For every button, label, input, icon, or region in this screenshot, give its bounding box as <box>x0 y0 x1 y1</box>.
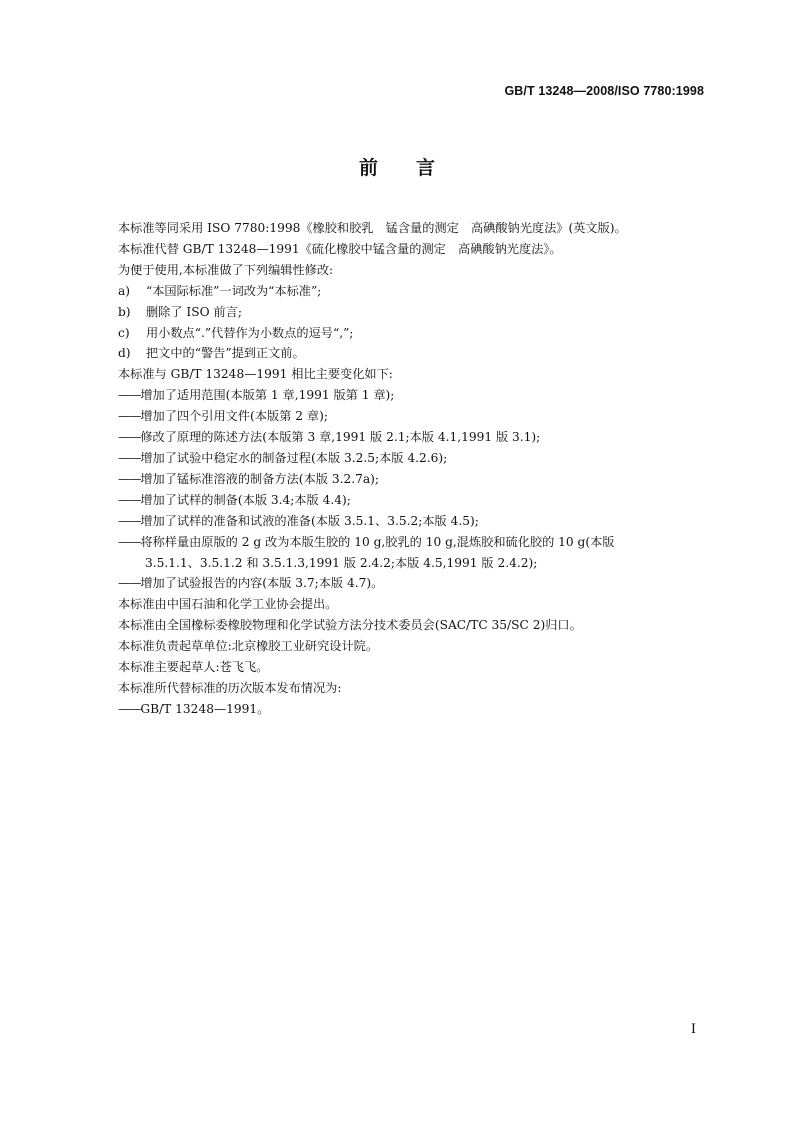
change-item-continuation: 3.5.1.1、3.5.1.2 和 3.5.1.3,1991 版 2.4.2;本版 4.5,1991 版 2.4.2); <box>145 555 538 570</box>
change-item: ——将称样量由原版的 2 g 改为本版生胶的 10 g,胶乳的 10 g,混炼胶和硫化胶的 10 g(本版 <box>118 534 615 549</box>
list-item: b) 删除了 ISO 前言; <box>118 302 708 323</box>
paragraph: 本标准与 GB/T 13248—1991 相比主要变化如下: <box>118 367 393 382</box>
list-label: d) <box>118 346 131 361</box>
paragraph: 本标准主要起草人:苍飞飞。 <box>118 660 269 675</box>
change-item: ——增加了试样的准备和试液的准备(本版 3.5.1、3.5.2;本版 4.5); <box>118 513 479 528</box>
change-item: ——增加了试验中稳定水的制备过程(本版 3.2.5;本版 4.2.6); <box>118 450 448 465</box>
standard-code: GB/T 13248—2008/ISO 7780:1998 <box>504 84 704 98</box>
foreword-body <box>118 218 708 720</box>
page-title: 前 言 <box>358 157 435 179</box>
paragraph: 本标准负责起草单位:北京橡胶工业研究设计院。 <box>118 639 379 654</box>
list-label: a) <box>118 283 131 298</box>
change-item: ——增加了锰标准溶液的制备方法(本版 3.2.7a); <box>118 471 379 486</box>
change-item: ——增加了试验报告的内容(本版 3.7;本版 4.7)。 <box>118 576 384 591</box>
list-label: b) <box>118 304 131 319</box>
list-item: d) 把文中的“警告”提到正文前。 <box>118 343 708 364</box>
list-item: c) 用小数点“.”代替作为小数点的逗号“,”; <box>118 323 708 344</box>
paragraph: 本标准由全国橡标委橡胶物理和化学试验方法分技术委员会(SAC/TC 35/SC 2)归口。 <box>118 618 582 633</box>
change-item: ——GB/T 13248—1991。 <box>118 701 270 716</box>
paragraph: 本标准等同采用 ISO 7780:1998《橡胶和胶乳 锰含量的测定 高碘酸钠光度法》(英文版)。 <box>118 221 627 235</box>
paragraph: 本标准代替 GB/T 13248—1991《硫化橡胶中锰含量的测定 高碘酸钠光度法》。 <box>118 241 562 256</box>
page-number: I <box>690 1022 696 1037</box>
paragraph: 本标准由中国石油和化学工业协会提出。 <box>118 597 338 612</box>
change-item: ——增加了四个引用文件(本版第 2 章); <box>118 409 328 424</box>
list-item: a) “本国际标准”一词改为“本标准”; <box>118 281 708 302</box>
list-label: c) <box>118 325 130 340</box>
change-item: ——增加了试样的制备(本版 3.4;本版 4.4); <box>118 492 351 507</box>
change-item: ——增加了适用范围(本版第 1 章,1991 版第 1 章); <box>118 388 395 403</box>
paragraph: 本标准所代替标准的历次版本发布情况为: <box>118 680 342 695</box>
change-item: ——修改了原理的陈述方法(本版第 3 章,1991 版 2.1;本版 4.1,1991 版 3.1); <box>118 430 541 445</box>
paragraph: 为便于使用,本标准做了下列编辑性修改: <box>118 262 334 277</box>
